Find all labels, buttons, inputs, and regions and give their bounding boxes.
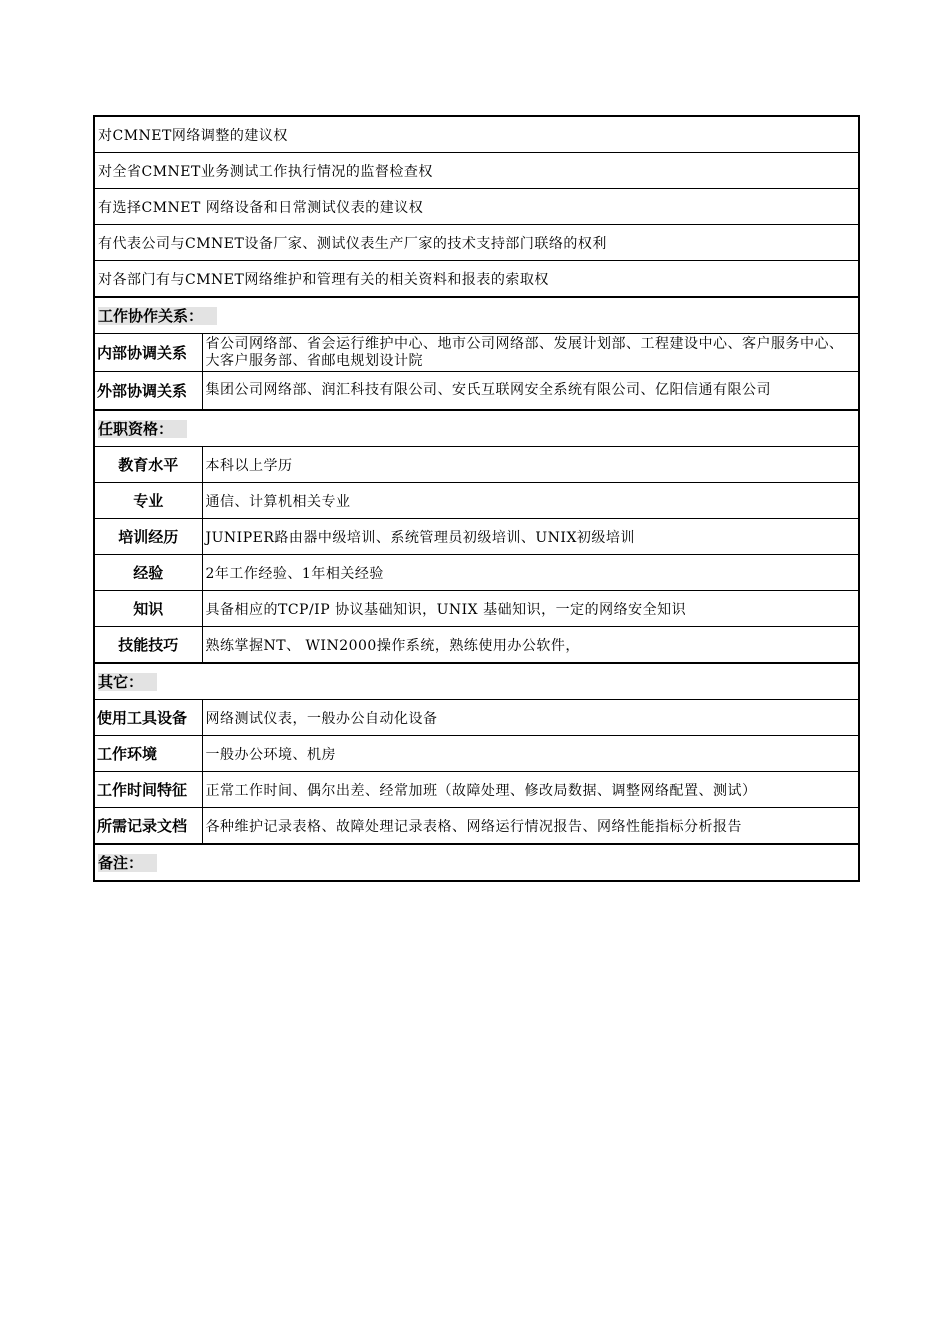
qualification-label: 技能技巧 bbox=[94, 627, 202, 664]
rights-row bbox=[94, 261, 859, 298]
qualification-label: 经验 bbox=[94, 555, 202, 591]
other-row bbox=[94, 700, 859, 736]
qualifications-title: 任职资格： bbox=[98, 420, 187, 438]
rights-row bbox=[94, 116, 859, 153]
other-label: 所需记录文档 bbox=[94, 808, 202, 845]
qualification-label: 知识 bbox=[94, 591, 202, 627]
rights-row bbox=[94, 189, 859, 225]
qualification-value: 2年工作经验、1年相关经验 bbox=[202, 555, 859, 591]
other-title: 其它： bbox=[98, 673, 157, 691]
right-item: 对全省CMNET业务测试工作执行情况的监督检查权 bbox=[94, 153, 859, 189]
cooperation-section-header bbox=[94, 297, 859, 334]
internal-cooperation-row bbox=[94, 334, 859, 372]
other-row bbox=[94, 772, 859, 808]
other-section-header bbox=[94, 663, 859, 700]
internal-cooperation-value: 省公司网络部、省会运行维护中心、地市公司网络部、发展计划部、工程建设中心、客户服务中心、大客户服务部、省邮电规划设计院 bbox=[202, 334, 859, 372]
right-item: 对CMNET网络调整的建议权 bbox=[94, 116, 859, 153]
qualification-value: 本科以上学历 bbox=[202, 447, 859, 483]
notes-title: 备注： bbox=[98, 854, 157, 872]
qualification-row bbox=[94, 447, 859, 483]
qualification-value: 熟练掌握NT、 WIN2000操作系统，熟练使用办公软件， bbox=[202, 627, 859, 664]
qualification-value: JUNIPER路由器中级培训、系统管理员初级培训、UNIX初级培训 bbox=[202, 519, 859, 555]
qualification-row bbox=[94, 627, 859, 664]
other-row bbox=[94, 736, 859, 772]
qualification-label: 专业 bbox=[94, 483, 202, 519]
right-item: 有选择CMNET 网络设备和日常测试仪表的建议权 bbox=[94, 189, 859, 225]
cooperation-title: 工作协作关系： bbox=[98, 307, 217, 325]
other-row bbox=[94, 808, 859, 845]
right-item: 对各部门有与CMNET网络维护和管理有关的相关资料和报表的索取权 bbox=[94, 261, 859, 298]
qualification-row bbox=[94, 519, 859, 555]
qualification-label: 培训经历 bbox=[94, 519, 202, 555]
other-value: 正常工作时间、偶尔出差、经常加班（故障处理、修改局数据、调整网络配置、测试） bbox=[202, 772, 859, 808]
rights-row bbox=[94, 153, 859, 189]
other-value: 各种维护记录表格、故障处理记录表格、网络运行情况报告、网络性能指标分析报告 bbox=[202, 808, 859, 845]
qualification-row bbox=[94, 591, 859, 627]
internal-cooperation-label: 内部协调关系 bbox=[94, 334, 202, 372]
job-description-table bbox=[93, 115, 860, 882]
other-label: 工作环境 bbox=[94, 736, 202, 772]
rights-row bbox=[94, 225, 859, 261]
other-label: 工作时间特征 bbox=[94, 772, 202, 808]
qualification-row bbox=[94, 483, 859, 519]
qualification-label: 教育水平 bbox=[94, 447, 202, 483]
right-item: 有代表公司与CMNET设备厂家、测试仪表生产厂家的技术支持部门联络的权利 bbox=[94, 225, 859, 261]
qualification-value: 具备相应的TCP/IP 协议基础知识，UNIX 基础知识，一定的网络安全知识 bbox=[202, 591, 859, 627]
external-cooperation-label: 外部协调关系 bbox=[94, 372, 202, 411]
external-cooperation-value: 集团公司网络部、润汇科技有限公司、安氏互联网安全系统有限公司、亿阳信通有限公司 bbox=[202, 372, 859, 411]
job-description-sheet bbox=[93, 115, 858, 882]
other-value: 一般办公环境、机房 bbox=[202, 736, 859, 772]
qualifications-section-header bbox=[94, 410, 859, 447]
other-label: 使用工具设备 bbox=[94, 700, 202, 736]
qualification-value: 通信、计算机相关专业 bbox=[202, 483, 859, 519]
external-cooperation-row bbox=[94, 372, 859, 411]
notes-section-header bbox=[94, 844, 859, 881]
qualification-row bbox=[94, 555, 859, 591]
other-value: 网络测试仪表，一般办公自动化设备 bbox=[202, 700, 859, 736]
